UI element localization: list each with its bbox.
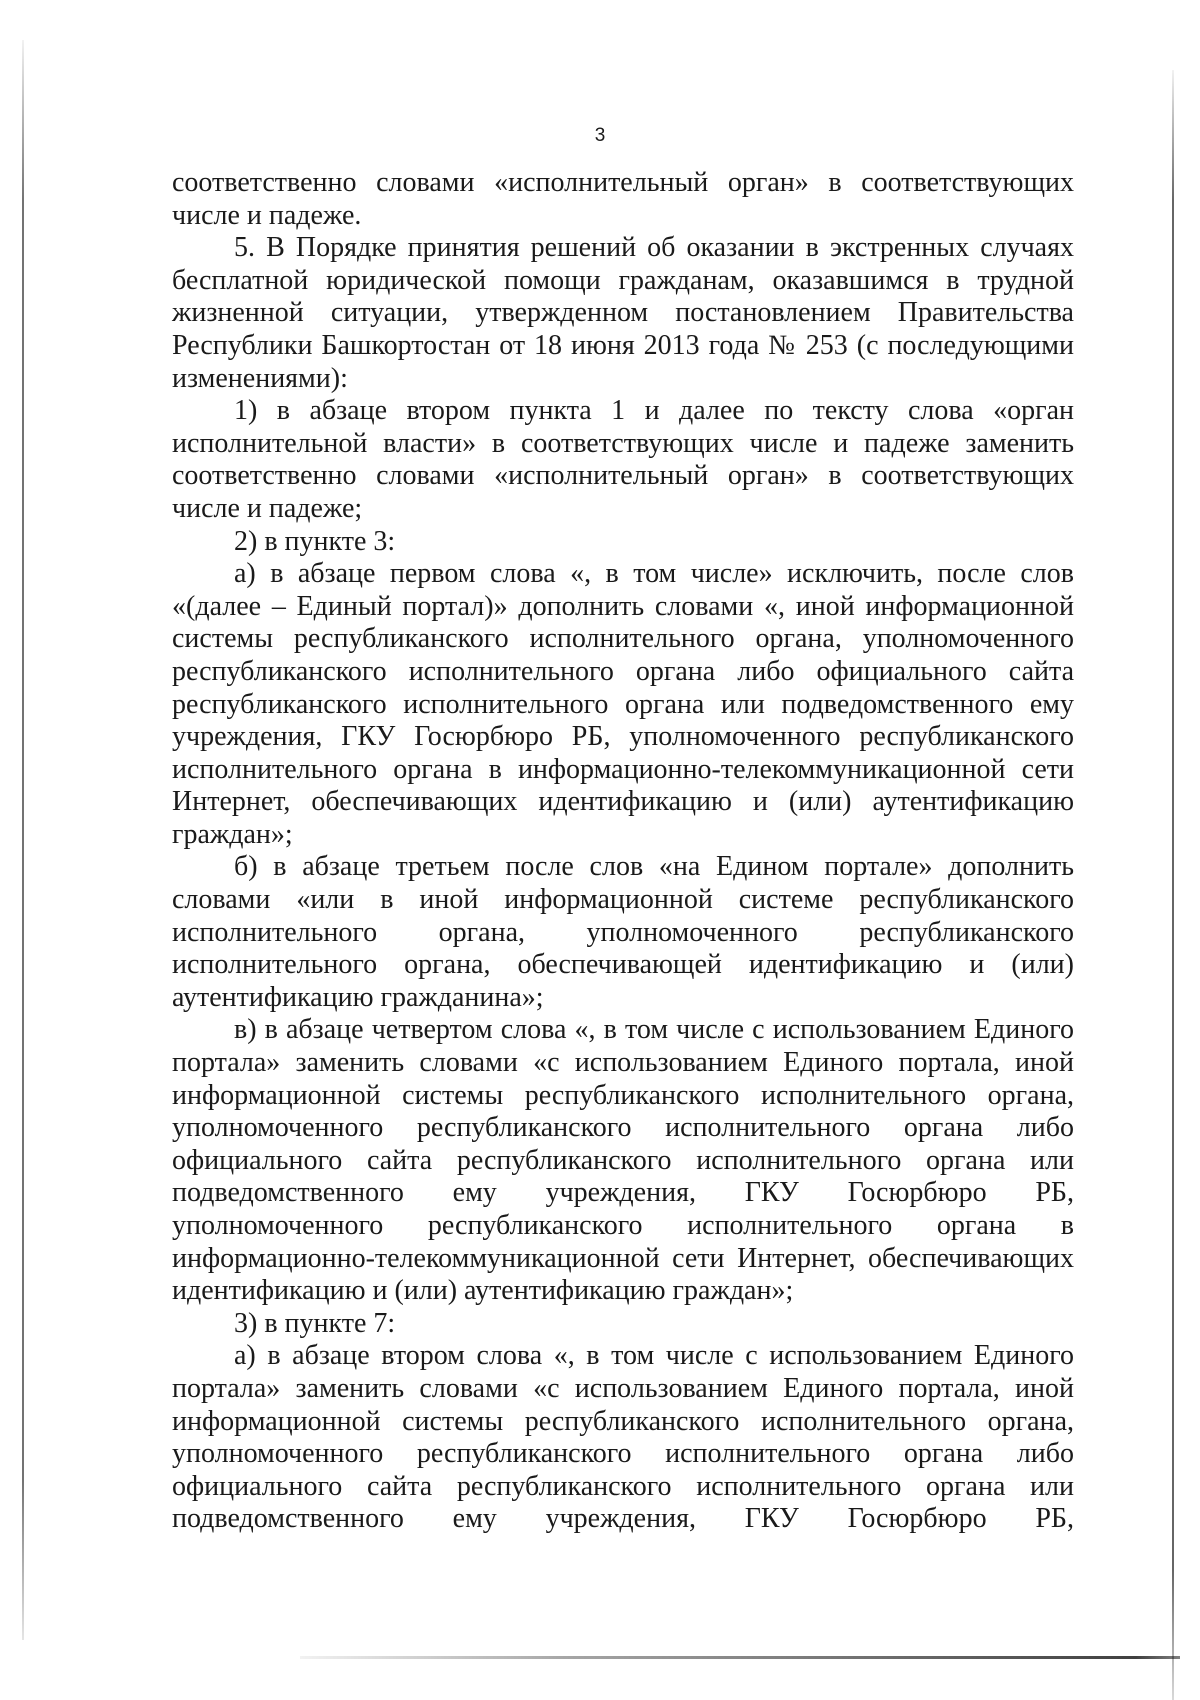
paragraph-subitem-2a: а) в абзаце первом слова «, в том числе» исключить, после слов «(далее – Единый портал)» дополнить словами «, иной информационной системы республиканского исполнительного органа, уполномоченного республиканского исполнительного органа либо официального сайта республиканского исполнительного органа или подведомственного ему учреждения, ГКУ Госюрбюро РБ, уполномоченного республиканского исполнительного органа в информационно-телекоммуникационной сети Интернет, обеспечивающих идентификацию и (или) аутентификацию граждан»; <box>172 558 1074 850</box>
scan-left-edge <box>22 40 24 1640</box>
paragraph-subitem-3a: а) в абзаце втором слова «, в том числе с использованием Единого портала» заменить словами «с использованием Единого портала, иной информационной системы республиканского исполнительного органа, уполномоченного республиканского исполнительного органа либо официального сайта республиканского исполнительного органа или подведомственного ему учреждения, ГКУ Госюрбюро РБ, <box>172 1340 1074 1535</box>
paragraph-subitem-2v: в) в абзаце четвертом слова «, в том числе с использованием Единого портала» заменить словами «с использованием Единого портала, иной информационной системы республиканского исполнительного органа, уполномоченного республиканского исполнительного органа либо официального сайта республиканского исполнительного органа или подведомственного ему учреждения, ГКУ Госюрбюро РБ, уполномоченного республиканского исполнительного органа в информационно-телекоммуникационной сети Интернет, обеспечивающих идентификацию и (или) аутентификацию граждан»; <box>172 1014 1074 1307</box>
paragraph-subitem-1: 1) в абзаце втором пункта 1 и далее по тексту слова «орган исполнительной власти» в соответствующих числе и падеже заменить соответственно словами «исполнительный орган» в соответствующих числе и падеже; <box>172 395 1074 524</box>
paragraph-subitem-2b: б) в абзаце третьем после слов «на Едином портале» дополнить словами «или в иной информационной системе республиканского исполнительного органа, уполномоченного республиканского исполнительного органа, обеспечивающей идентификацию и (или) аутентификацию гражданина»; <box>172 851 1074 1013</box>
paragraph-item-5: 5. В Порядке принятия решений об оказании в экстренных случаях бесплатной юридической помощи гражданам, оказавшимся в трудной жизненной ситуации, утвержденном постановлением Правительства Республики Башкортостан от 18 июня 2013 года № 253 (с последующими изменениями): <box>172 232 1074 394</box>
paragraph-subitem-3: 3) в пункте 7: <box>234 1307 396 1339</box>
scan-right-edge <box>1172 70 1174 1700</box>
page-number: 3 <box>594 125 606 146</box>
document-body <box>172 167 1074 1536</box>
paragraph-continuation: соответственно словами «исполнительный орган» в соответствующих числе и падеже. <box>172 167 1074 231</box>
scan-bottom-edge <box>300 1656 1180 1659</box>
paragraph-subitem-2: 2) в пункте 3: <box>234 525 396 557</box>
